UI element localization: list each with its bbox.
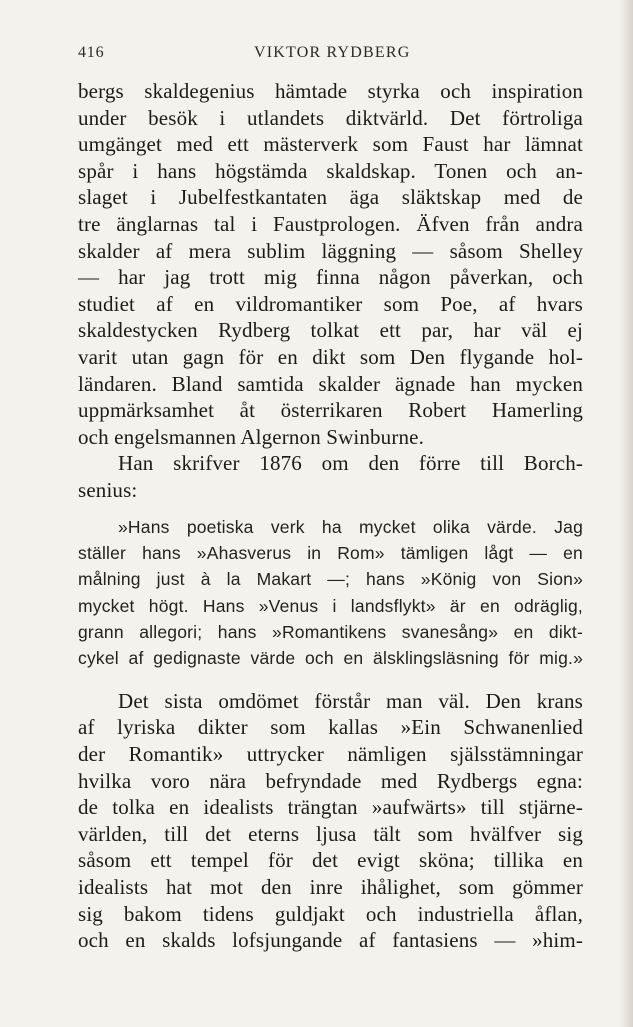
quote-line: ställer hans »Ahasverus in Rom» tämligen lågt — en <box>78 542 583 563</box>
quote-line: mycket högt. Hans »Venus i landsflykt» är en odräglig, <box>78 595 583 616</box>
text-line: varit utan gagn för en dikt som Den flygande hol- <box>78 344 583 369</box>
text-line: Han skrifver 1876 om den förre till Borch- <box>118 451 583 476</box>
text-line: hvilka voro nära befryndade med Rydbergs egna: <box>78 768 583 793</box>
text-line: af lyriska dikter som kallas »Ein Schwanenlied <box>78 715 583 740</box>
paragraph-2 <box>78 688 583 954</box>
text-line: der Romantik» uttrycker nämligen själsstämningar <box>78 742 583 767</box>
text-line: senius: <box>78 477 138 502</box>
text-line: bergs skaldegenius hämtade styrka och inspiration <box>78 79 583 103</box>
page-edge <box>619 0 633 1027</box>
text-line: ländaren. Bland samtida skalder ägnade han mycken <box>78 371 583 396</box>
block-quote <box>78 514 583 672</box>
text-line: uppmärksamhet åt österrikaren Robert Hamerling <box>78 398 583 423</box>
page-header <box>78 44 582 70</box>
text-line: världen, till det eterns ljusa tält som hvälfver sig <box>78 821 583 846</box>
text-line: skaldestycken Rydberg tolkat ett par, har väl ej <box>78 318 583 343</box>
running-head: VIKTOR RYDBERG <box>254 44 411 61</box>
text-line: och engelsmannen Algernon Swinburne. <box>78 424 424 449</box>
text-line: slaget i Jubelfestkantaten äga släktskap med de <box>78 185 583 210</box>
text-line: tre änglarnas tal i Faustprologen. Äfven från andra <box>78 211 583 236</box>
text-line: sig bakom tidens guldjakt och industriella åflan, <box>78 901 583 926</box>
quote-intro <box>78 450 583 503</box>
text-line: — har jag trott mig finna någon påverkan, och <box>78 265 583 290</box>
quote-line: »Hans poetiska verk ha mycket olika värde. Jag <box>118 516 583 537</box>
quote-line: målning just à la Makart —; hans »König von Sion» <box>78 569 583 590</box>
text-line: spår i hans högstämda skaldskap. Tonen och an- <box>78 158 583 183</box>
quote-line: grann allegori; hans »Romantikens svanesång» en dikt- <box>78 622 583 643</box>
page-number: 416 <box>78 44 105 61</box>
text-line: under besök i utlandets diktvärld. Det förtroliga <box>78 105 583 130</box>
text-line: Det sista omdömet förstår man väl. Den krans <box>118 688 583 713</box>
text-line: de tolka en idealists trängtan »aufwärts» till stjärne- <box>78 795 583 820</box>
quote-line: cykel af gedignaste värde och en älsklingsläsning för mig.» <box>78 648 583 669</box>
text-line: umgänget med ett mästerverk som Faust har lämnat <box>78 132 583 157</box>
paragraph-1 <box>78 78 583 450</box>
text-line: studiet af en vildromantiker som Poe, af hvars <box>78 291 583 316</box>
text-line: skalder af mera sublim läggning — såsom Shelley <box>78 238 583 263</box>
text-line: och en skalds lofsjungande af fantasiens — »him- <box>78 928 583 953</box>
body-text <box>78 78 583 954</box>
text-line: idealists hat mot den inre ihålighet, som gömmer <box>78 875 583 899</box>
text-line: såsom ett tempel för det evigt sköna; tillika en <box>78 848 583 873</box>
